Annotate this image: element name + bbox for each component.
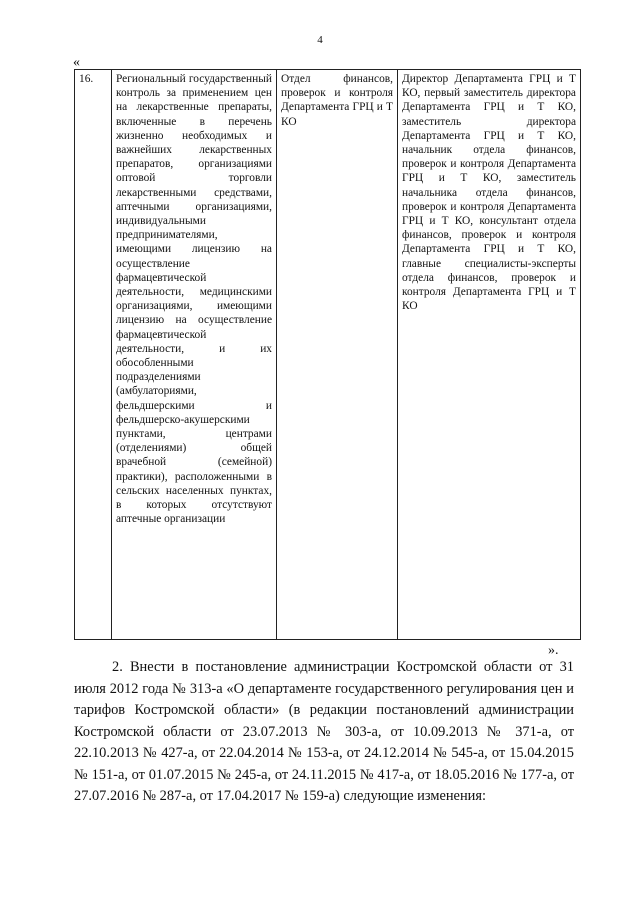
page-number: 4 xyxy=(317,34,323,46)
control-functions-table xyxy=(74,69,581,640)
row-number-cell: 16. xyxy=(75,70,112,640)
authorized-positions-cell: Директор Департамента ГРЦ и Т КО, первый заместитель директора Департамента ГРЦ и Т КО, заместитель директора Департамента ГРЦ и Т КО, начальник отдела финансов, проверок и контроля Департамента ГРЦ и Т КО, заместитель начальника отдела финансов, проверок и контроля Департамента ГРЦ и Т КО, консультант отдела финансов, проверок и контроля Департамента ГРЦ и Т КО, главные специалисты-эксперты отдела финансов, проверок и контроля Департамента ГРЦ и Т КО xyxy=(398,70,581,640)
responsible-unit-cell: Отдел финансов, проверок и контроля Департамента ГРЦ и Т КО xyxy=(277,70,398,640)
body-text xyxy=(74,657,574,808)
closing-quote-mark: ». xyxy=(548,643,559,658)
control-function-cell: Региональный государственный контроль за применением цен на лекарственные препараты, включенные в перечень жизненно необходимых и важнейших лекарственных препаратов, организациями оптовой торговли лекарственными средствами, аптечными организациями, индивидуальными предпринимателями, имеющими лицензию на осуществление фармацевтической деятельности, медицинскими организациями, имеющими лицензию на осуществление фармацевтической деятельности, и их обособленными подразделениями (амбулаториями, фельдшерскими и фельдшерско-акушерскими пунктами, центрами (отделениями) общей врачебной (семейной) практики), расположенными в сельских населенных пунктах, в которых отсутствуют аптечные организации xyxy=(112,70,277,640)
opening-quote-mark: « xyxy=(73,55,80,70)
table-row xyxy=(75,70,581,640)
paragraph-2: 2. Внести в постановление администрации Костромской области от 31 июля 2012 года № 313-а «О департаменте государственного регулирования цен и тарифов Костромской области» (в редакции постановлений администрации Костромской области от 23.07.2013 № 303-а, от 10.09.2013 № 371-а, от 22.10.2013 № 427-а, от 22.04.2014 № 153-а, от 24.12.2014 № 545-а, от 15.04.2015 № 151-а, от 01.07.2015 № 245-а, от 24.11.2015 № 417-а, от 18.05.2016 № 177-а, от 27.07.2016 № 287-а, от 17.04.2017 № 159-а) следующие изменения: xyxy=(74,659,574,804)
